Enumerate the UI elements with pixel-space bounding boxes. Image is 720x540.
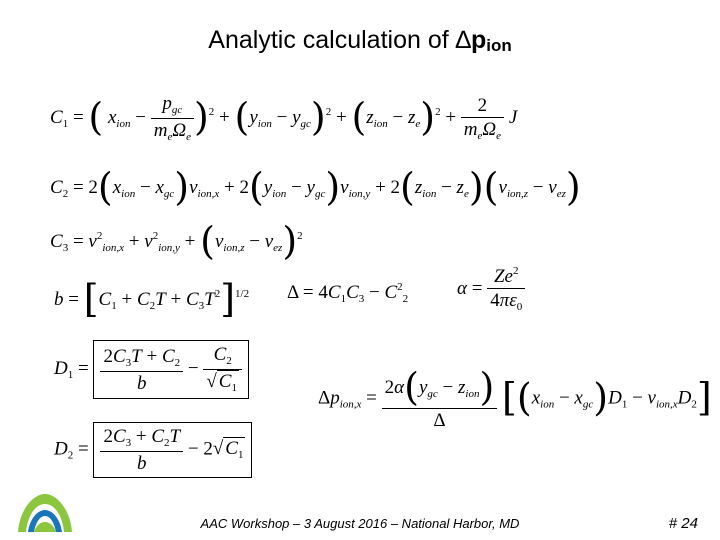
equation-delta-p: $\Delta p_{ion,x}$ = $\frac{2\alpha(y_{gc} - z_{ion})}{\Delta}$ $[(x_{ion} - x_{gc})D_1 - v_{ion,x}D_2]$: [318, 365, 712, 431]
slide-title: [0, 26, 720, 56]
equation-delta: $\Delta = 4C_1C_3 - C^2_2$: [287, 281, 409, 305]
footer-text: AAC Workshop – 3 August 2016 – National Harbor, MD: [200, 516, 520, 531]
equation-c3: $C_3 = v^2_{ion,x} + v^2_{ion,y} + (v_{ion,z} - v_{ez})^2$: [50, 219, 303, 263]
title-sub: ion: [486, 36, 512, 55]
equation-d2: $D_2$ = $\frac{2C_3 + C_2T}{b}$ − 2√ $C_1$: [54, 422, 252, 478]
title-text: Analytic calculation of: [208, 26, 456, 54]
equation-c2: $C_2 = 2(x_{ion} - x_{gc})v_{ion,x} + 2(y_{ion} - y_{gc})v_{ion,y} + 2(z_{ion} - z_e)(v_{ion,z} - v_{ez})$: [50, 165, 581, 209]
equation-d1: $D_1$ = $\frac{2C_3T + C_2}{b}$ − $\frac{C_2}{√ C_1}$: [54, 340, 249, 399]
equation-alpha: α = $\frac{Ze^2}{4\pi\varepsilon_0}$: [457, 266, 525, 313]
title-p: p: [470, 26, 487, 54]
title-delta: ∆: [455, 26, 471, 54]
page-number: # 24: [668, 515, 698, 532]
equation-c1: $C_1$ = ( $x_{ion}$ − $\frac{p_{gc}}{m_e\Omega_e}$ )$^2 + (y_{ion} - y_{gc})^2 + (z_{ion} - z_e)^2$ + $\frac{2}{m_e\Omega_e}$ J: [50, 93, 518, 143]
equation-b: $b = [C_1 + C_2T + C_3T^2]^{1/2}$: [54, 277, 250, 321]
